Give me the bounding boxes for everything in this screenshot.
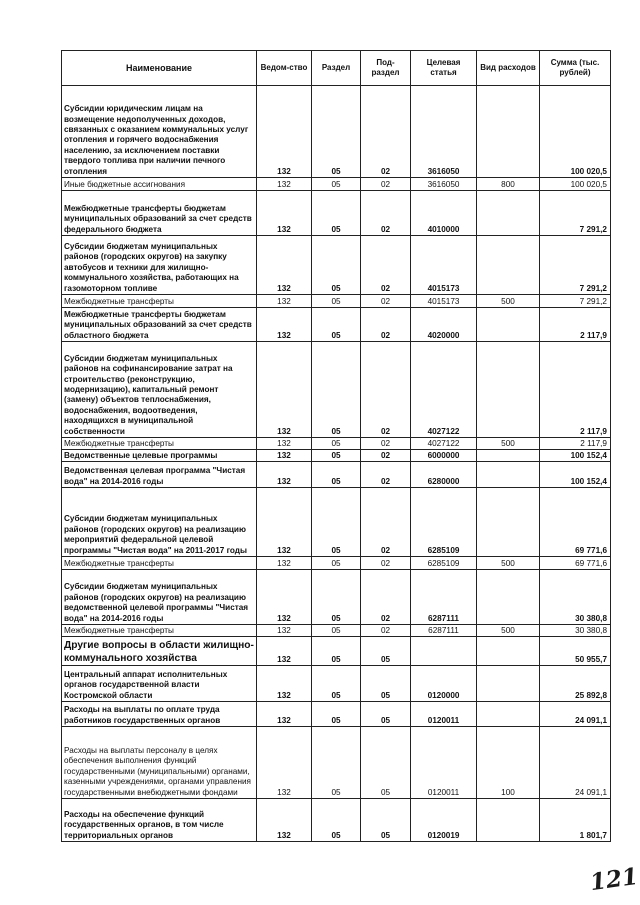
cell-sum: 69 771,6 [540, 557, 611, 570]
cell-subsection: 02 [361, 342, 411, 438]
cell-section: 05 [312, 625, 361, 637]
cell-kind: 500 [477, 625, 540, 637]
budget-table [61, 50, 611, 842]
table-row [62, 295, 611, 308]
cell-kind [477, 637, 540, 666]
cell-sum: 7 291,2 [540, 191, 611, 236]
cell-subsection: 02 [361, 178, 411, 191]
cell-target: 6287111 [411, 625, 477, 637]
cell-kind [477, 488, 540, 557]
table-row [62, 462, 611, 488]
cell-subsection: 05 [361, 799, 411, 842]
cell-subsection: 02 [361, 86, 411, 178]
cell-target: 6285109 [411, 557, 477, 570]
table-row [62, 625, 611, 637]
cell-section: 05 [312, 637, 361, 666]
cell-kind: 100 [477, 727, 540, 799]
cell-kind [477, 342, 540, 438]
table-row [62, 799, 611, 842]
cell-section: 05 [312, 570, 361, 625]
cell-subsection: 05 [361, 727, 411, 799]
cell-subsection: 02 [361, 625, 411, 637]
table-row [62, 637, 611, 666]
cell-name: Ведомственная целевая программа "Чистая вода" на 2014-2016 годы [62, 462, 257, 488]
cell-name: Субсидии бюджетам муниципальных районов (городских округов) на закупку автобусов и техники для жилищно-коммунального хозяйства, работающих на газомоторном топливе [62, 236, 257, 295]
table-header-row [62, 51, 611, 86]
table-row [62, 702, 611, 727]
cell-target: 4020000 [411, 308, 477, 342]
cell-name: Субсидии бюджетам муниципальных районов (городских округов) на реализацию ведомственной целевой программы "Чистая вода" на 2014-2016 годы [62, 570, 257, 625]
table-row [62, 488, 611, 557]
cell-section: 05 [312, 191, 361, 236]
cell-section: 05 [312, 342, 361, 438]
cell-section: 05 [312, 308, 361, 342]
table-row [62, 557, 611, 570]
cell-name: Субсидии бюджетам муниципальных районов (городских округов) на реализацию мероприятий федеральной целевой программы "Чистая вода" на 2011-2017 годы [62, 488, 257, 557]
cell-name: Другие вопросы в области жилищно-коммунального хозяйства [62, 637, 257, 666]
cell-sum: 2 117,9 [540, 438, 611, 450]
table-row [62, 727, 611, 799]
cell-sum: 30 380,8 [540, 570, 611, 625]
cell-subsection: 02 [361, 450, 411, 462]
table-row [62, 450, 611, 462]
header-dept: Ведом-ство [257, 51, 312, 86]
cell-subsection: 02 [361, 488, 411, 557]
cell-target: 6280000 [411, 462, 477, 488]
cell-dept: 132 [257, 799, 312, 842]
cell-name: Межбюджетные трансферты бюджетам муниципальных образований за счет средств областного бюджета [62, 308, 257, 342]
cell-subsection: 02 [361, 462, 411, 488]
cell-dept: 132 [257, 450, 312, 462]
cell-subsection: 02 [361, 236, 411, 295]
cell-sum: 24 091,1 [540, 727, 611, 799]
cell-target: 0120011 [411, 727, 477, 799]
header-subsection: Под-раздел [361, 51, 411, 86]
table-row [62, 308, 611, 342]
table-row [62, 438, 611, 450]
cell-kind [477, 462, 540, 488]
cell-name: Субсидии юридическим лицам на возмещение недополученных доходов, связанных с оказанием коммунальных услуг отопления и горячего водоснабжения населению, за исключением поставки твердого топлива при наличии печного отопления [62, 86, 257, 178]
cell-subsection: 02 [361, 557, 411, 570]
cell-sum: 1 801,7 [540, 799, 611, 842]
cell-kind [477, 236, 540, 295]
cell-subsection: 05 [361, 666, 411, 702]
cell-section: 05 [312, 462, 361, 488]
cell-target: 0120000 [411, 666, 477, 702]
cell-dept: 132 [257, 570, 312, 625]
table-row [62, 191, 611, 236]
cell-kind [477, 570, 540, 625]
cell-sum: 7 291,2 [540, 295, 611, 308]
cell-sum: 100 020,5 [540, 178, 611, 191]
cell-kind [477, 191, 540, 236]
cell-sum: 100 020,5 [540, 86, 611, 178]
cell-section: 05 [312, 727, 361, 799]
cell-sum: 7 291,2 [540, 236, 611, 295]
cell-target: 4015173 [411, 295, 477, 308]
cell-subsection: 02 [361, 438, 411, 450]
cell-section: 05 [312, 236, 361, 295]
cell-section: 05 [312, 488, 361, 557]
cell-sum: 24 091,1 [540, 702, 611, 727]
cell-kind [477, 799, 540, 842]
cell-section: 05 [312, 799, 361, 842]
cell-kind [477, 450, 540, 462]
header-name: Наименование [62, 51, 257, 86]
cell-name: Межбюджетные трансферты [62, 625, 257, 637]
cell-dept: 132 [257, 191, 312, 236]
page-number: 121 [588, 862, 640, 897]
cell-dept: 132 [257, 637, 312, 666]
table-row [62, 570, 611, 625]
cell-kind: 500 [477, 557, 540, 570]
cell-name: Расходы на обеспечение функций государственных органов, в том числе территориальных органов [62, 799, 257, 842]
cell-kind [477, 86, 540, 178]
header-sum: Сумма (тыс. рублей) [540, 51, 611, 86]
cell-sum: 69 771,6 [540, 488, 611, 557]
cell-name: Межбюджетные трансферты [62, 557, 257, 570]
cell-sum: 2 117,9 [540, 342, 611, 438]
cell-kind [477, 308, 540, 342]
cell-kind: 500 [477, 295, 540, 308]
cell-dept: 132 [257, 702, 312, 727]
table-row [62, 86, 611, 178]
cell-kind: 500 [477, 438, 540, 450]
cell-target: 6287111 [411, 570, 477, 625]
cell-subsection: 02 [361, 295, 411, 308]
cell-section: 05 [312, 450, 361, 462]
cell-dept: 132 [257, 438, 312, 450]
cell-target: 0120019 [411, 799, 477, 842]
cell-sum: 50 955,7 [540, 637, 611, 666]
cell-section: 05 [312, 702, 361, 727]
cell-kind [477, 702, 540, 727]
cell-name: Расходы на выплаты по оплате труда работников государственных органов [62, 702, 257, 727]
cell-section: 05 [312, 295, 361, 308]
header-section: Раздел [312, 51, 361, 86]
cell-target: 3616050 [411, 178, 477, 191]
cell-name: Центральный аппарат исполнительных органов государственной власти Костромской области [62, 666, 257, 702]
header-target: Целевая статья [411, 51, 477, 86]
cell-section: 05 [312, 438, 361, 450]
cell-target: 4027122 [411, 342, 477, 438]
cell-target: 6285109 [411, 488, 477, 557]
cell-name: Иные бюджетные ассигнования [62, 178, 257, 191]
cell-name: Расходы на выплаты персоналу в целях обеспечения выполнения функций государственными (муниципальными) органами, казенными учреждениями, органами управления государственными внебюджетными фондами [62, 727, 257, 799]
cell-dept: 132 [257, 462, 312, 488]
table-row [62, 342, 611, 438]
cell-dept: 132 [257, 557, 312, 570]
cell-dept: 132 [257, 86, 312, 178]
cell-target: 4027122 [411, 438, 477, 450]
cell-kind [477, 666, 540, 702]
cell-section: 05 [312, 86, 361, 178]
cell-target: 6000000 [411, 450, 477, 462]
cell-kind: 800 [477, 178, 540, 191]
cell-sum: 100 152,4 [540, 450, 611, 462]
cell-dept: 132 [257, 295, 312, 308]
cell-dept: 132 [257, 308, 312, 342]
cell-sum: 25 892,8 [540, 666, 611, 702]
cell-subsection: 05 [361, 702, 411, 727]
cell-dept: 132 [257, 488, 312, 557]
table-row [62, 666, 611, 702]
cell-target: 4010000 [411, 191, 477, 236]
cell-sum: 2 117,9 [540, 308, 611, 342]
cell-subsection: 02 [361, 191, 411, 236]
cell-target: 4015173 [411, 236, 477, 295]
cell-subsection: 05 [361, 637, 411, 666]
table-row [62, 236, 611, 295]
cell-name: Ведомственные целевые программы [62, 450, 257, 462]
header-kind: Вид расходов [477, 51, 540, 86]
cell-target: 0120011 [411, 702, 477, 727]
table-row [62, 178, 611, 191]
cell-target: 3616050 [411, 86, 477, 178]
cell-dept: 132 [257, 178, 312, 191]
cell-section: 05 [312, 557, 361, 570]
cell-dept: 132 [257, 666, 312, 702]
cell-sum: 30 380,8 [540, 625, 611, 637]
cell-target [411, 637, 477, 666]
cell-section: 05 [312, 178, 361, 191]
cell-dept: 132 [257, 625, 312, 637]
cell-subsection: 02 [361, 308, 411, 342]
cell-section: 05 [312, 666, 361, 702]
cell-name: Межбюджетные трансферты бюджетам муниципальных образований за счет средств федерального бюджета [62, 191, 257, 236]
cell-dept: 132 [257, 727, 312, 799]
cell-sum: 100 152,4 [540, 462, 611, 488]
cell-dept: 132 [257, 342, 312, 438]
cell-name: Субсидии бюджетам муниципальных районов на софинансирование затрат на строительство (реконструкцию, модернизацию), капитальный ремонт (замену) объектов теплоснабжения, водоснабжения, водоотведения, находящихся в муниципальной собственности [62, 342, 257, 438]
cell-name: Межбюджетные трансферты [62, 295, 257, 308]
cell-name: Межбюджетные трансферты [62, 438, 257, 450]
table-body [62, 86, 611, 842]
cell-subsection: 02 [361, 570, 411, 625]
cell-dept: 132 [257, 236, 312, 295]
